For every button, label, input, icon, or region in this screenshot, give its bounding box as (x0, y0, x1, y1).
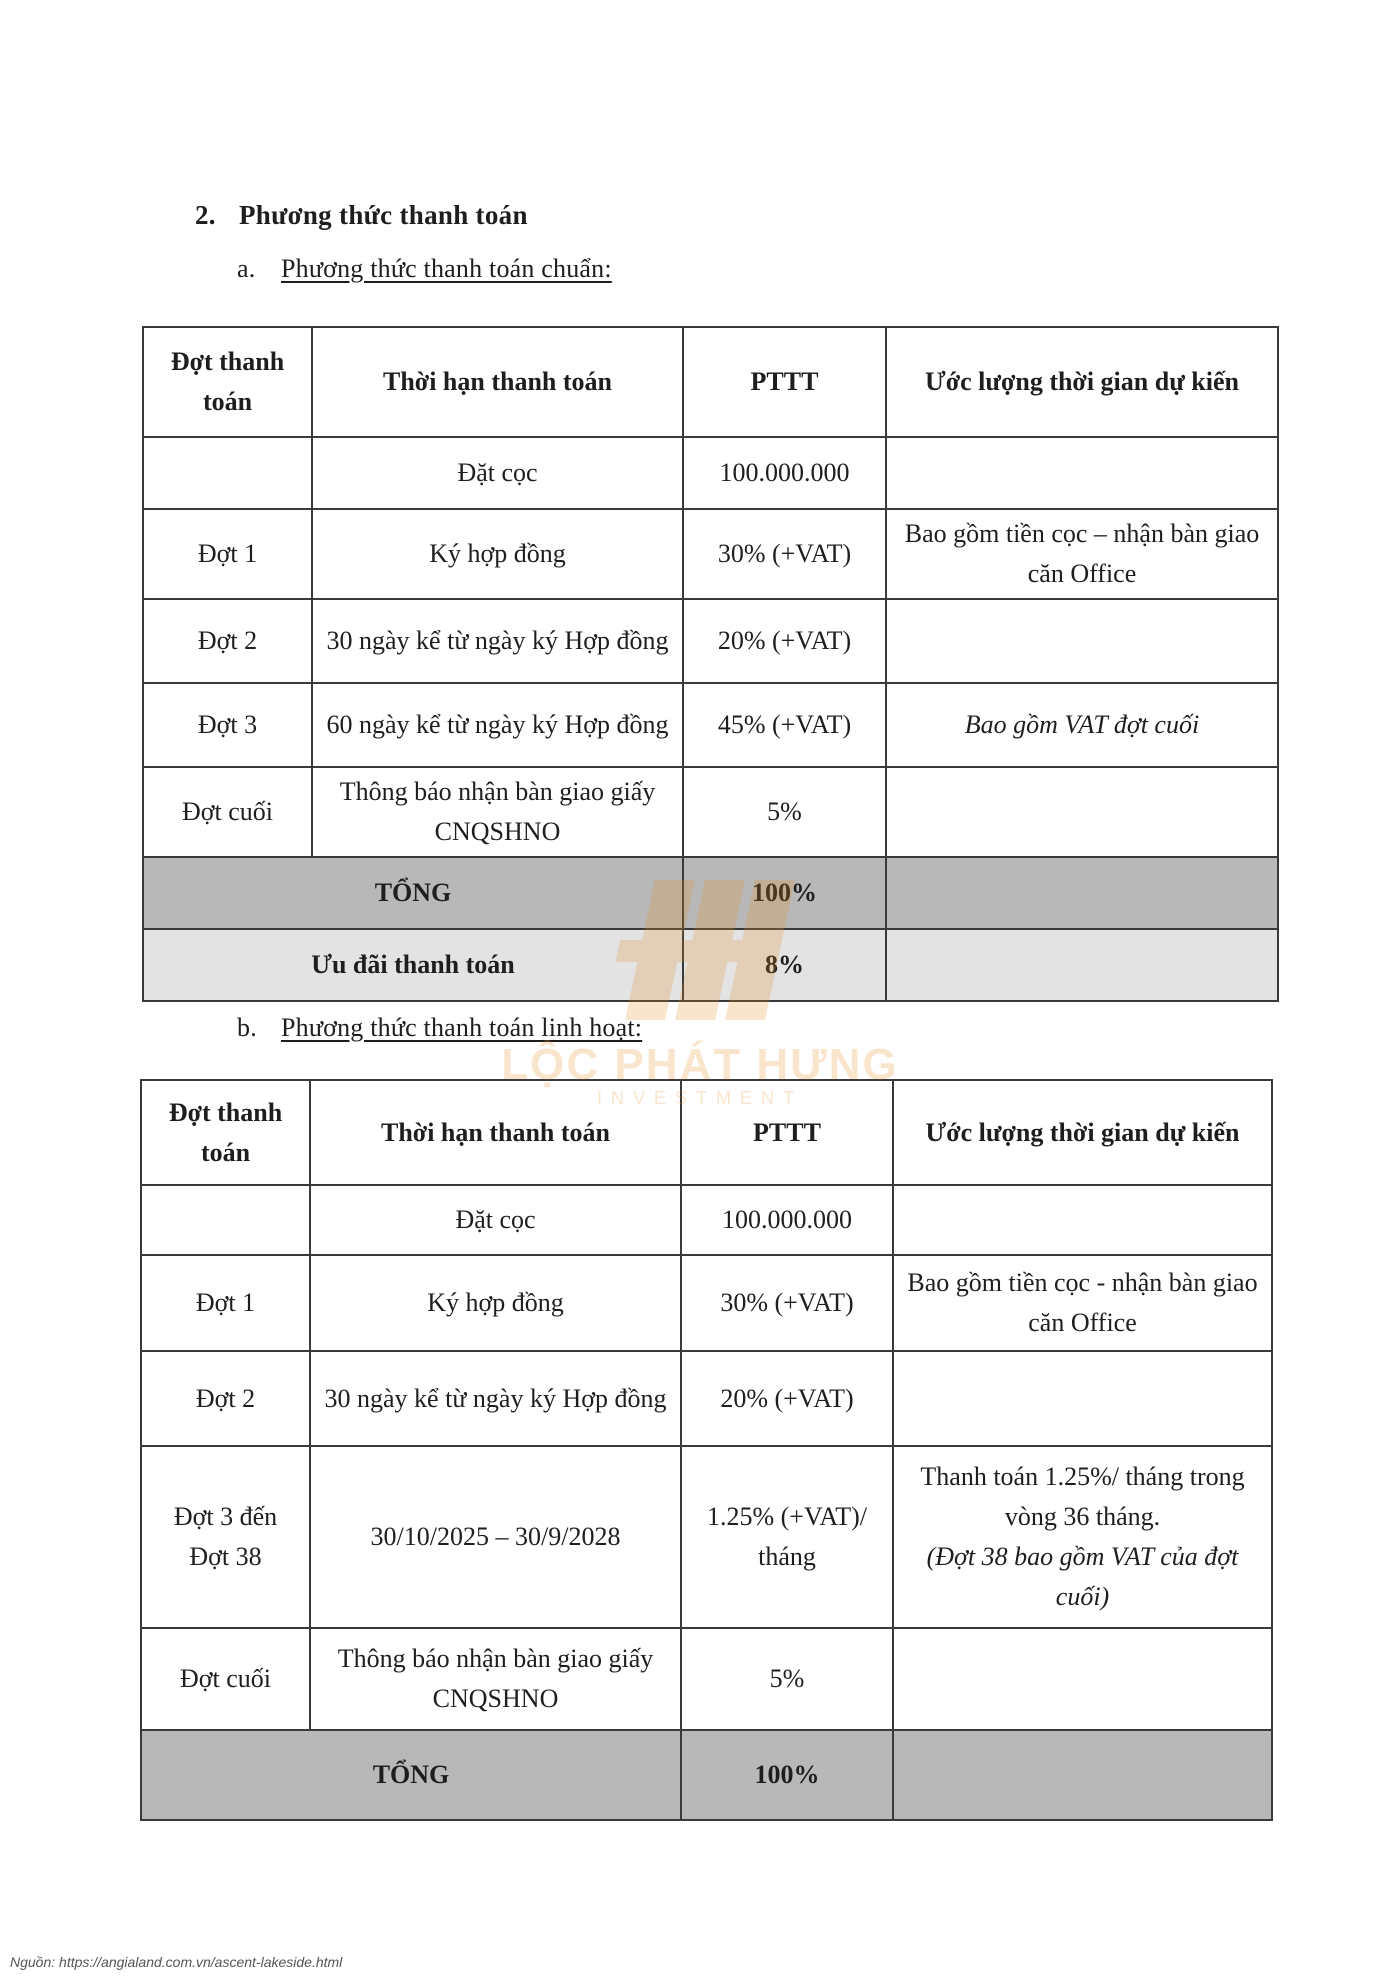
table-cell: 1.25% (+VAT)/ tháng (681, 1446, 893, 1628)
table-cell: 30% (+VAT) (683, 509, 886, 599)
total-label: TỔNG (143, 857, 683, 929)
table-cell: Đợt cuối (143, 767, 312, 857)
table-cell: Đợt 1 (143, 509, 312, 599)
incentive-label: Ưu đãi thanh toán (143, 929, 683, 1001)
table-cell: Đặt cọc (312, 437, 683, 509)
total-value: 100% (681, 1730, 893, 1820)
table-cell: Thông báo nhận bàn giao giấy CNQSHNO (312, 767, 683, 857)
total-value: 100% (683, 857, 886, 929)
standard-payment-table (142, 326, 1279, 1002)
header-cell: PTTT (681, 1080, 893, 1185)
table-cell: Bao gồm tiền cọc - nhận bàn giao căn Office (893, 1255, 1272, 1351)
table-row (141, 1351, 1272, 1446)
table-row (141, 1628, 1272, 1730)
watermark-sub: INVESTMENT (596, 1088, 803, 1108)
flexible-payment-table (140, 1079, 1273, 1821)
incentive-row (143, 929, 1278, 1001)
section-heading (195, 200, 528, 231)
table-cell (886, 437, 1278, 509)
table-row (141, 1446, 1272, 1628)
header-cell: Đợt thanh toán (141, 1080, 310, 1185)
installment-note-italic: (Đợt 38 bao gồm VAT của đợt cuối) (926, 1542, 1239, 1611)
table-header-row (141, 1080, 1272, 1185)
flexible-letter: b. (237, 1013, 257, 1042)
table-row (143, 767, 1278, 857)
table-cell: Bao gồm VAT đợt cuối (886, 683, 1278, 767)
table-cell (886, 767, 1278, 857)
table-cell (893, 1730, 1272, 1820)
table-cell (886, 857, 1278, 929)
table-cell: Ký hợp đồng (312, 509, 683, 599)
table-header-row (143, 327, 1278, 437)
table-cell: 60 ngày kể từ ngày ký Hợp đồng (312, 683, 683, 767)
table-cell (141, 1185, 310, 1255)
table-row (141, 1185, 1272, 1255)
table-cell (886, 929, 1278, 1001)
section-number: 2. (195, 200, 216, 230)
table-cell: Đợt 1 (141, 1255, 310, 1351)
table-cell: 20% (+VAT) (681, 1351, 893, 1446)
table-cell: Đợt 3 (143, 683, 312, 767)
table-cell: Đợt 2 (141, 1351, 310, 1446)
table-cell: Thông báo nhận bàn giao giấy CNQSHNO (310, 1628, 681, 1730)
table-row (141, 1255, 1272, 1351)
header-cell: Thời hạn thanh toán (312, 327, 683, 437)
header-cell: Ước lượng thời gian dự kiến (893, 1080, 1272, 1185)
header-cell: Ước lượng thời gian dự kiến (886, 327, 1278, 437)
flexible-title: Phương thức thanh toán linh hoạt: (281, 1013, 643, 1042)
table-cell: Đợt cuối (141, 1628, 310, 1730)
table-row (143, 599, 1278, 683)
total-row (143, 857, 1278, 929)
header-cell: Đợt thanh toán (143, 327, 312, 437)
table-cell: 5% (683, 767, 886, 857)
source-note: Nguồn: https://angialand.com.vn/ascent-lakeside.html (10, 1954, 343, 1970)
table-cell: 100.000.000 (683, 437, 886, 509)
header-cell: PTTT (683, 327, 886, 437)
table-cell (893, 1185, 1272, 1255)
table-cell: Đặt cọc (310, 1185, 681, 1255)
watermark-name: LỘC PHÁT HƯNG (501, 1040, 899, 1089)
table-cell: 45% (+VAT) (683, 683, 886, 767)
total-row (141, 1730, 1272, 1820)
standard-heading (237, 254, 612, 284)
table-cell: 30% (+VAT) (681, 1255, 893, 1351)
table-cell: 30 ngày kể từ ngày ký Hợp đồng (312, 599, 683, 683)
table-cell (893, 1628, 1272, 1730)
table-cell (886, 599, 1278, 683)
total-label: TỔNG (141, 1730, 681, 1820)
installment-note: Thanh toán 1.25%/ tháng trong vòng 36 tháng. (920, 1462, 1245, 1531)
standard-title: Phương thức thanh toán chuẩn: (281, 254, 612, 283)
standard-letter: a. (237, 254, 256, 283)
table-cell (893, 1446, 1272, 1628)
table-cell: Ký hợp đồng (310, 1255, 681, 1351)
table-row (143, 509, 1278, 599)
table-row (143, 683, 1278, 767)
table-cell: Đợt 2 (143, 599, 312, 683)
table-cell: 5% (681, 1628, 893, 1730)
flexible-heading (237, 1013, 642, 1043)
table-cell: Bao gồm tiền cọc – nhận bàn giao căn Office (886, 509, 1278, 599)
table-cell: 100.000.000 (681, 1185, 893, 1255)
incentive-value: 8% (683, 929, 886, 1001)
table-cell (143, 437, 312, 509)
table-cell: Đợt 3 đến Đợt 38 (141, 1446, 310, 1628)
table-cell (893, 1351, 1272, 1446)
table-cell: 30 ngày kể từ ngày ký Hợp đồng (310, 1351, 681, 1446)
table-row (143, 437, 1278, 509)
header-cell: Thời hạn thanh toán (310, 1080, 681, 1185)
table-cell: 30/10/2025 – 30/9/2028 (310, 1446, 681, 1628)
table-cell: 20% (+VAT) (683, 599, 886, 683)
section-title: Phương thức thanh toán (239, 200, 528, 230)
